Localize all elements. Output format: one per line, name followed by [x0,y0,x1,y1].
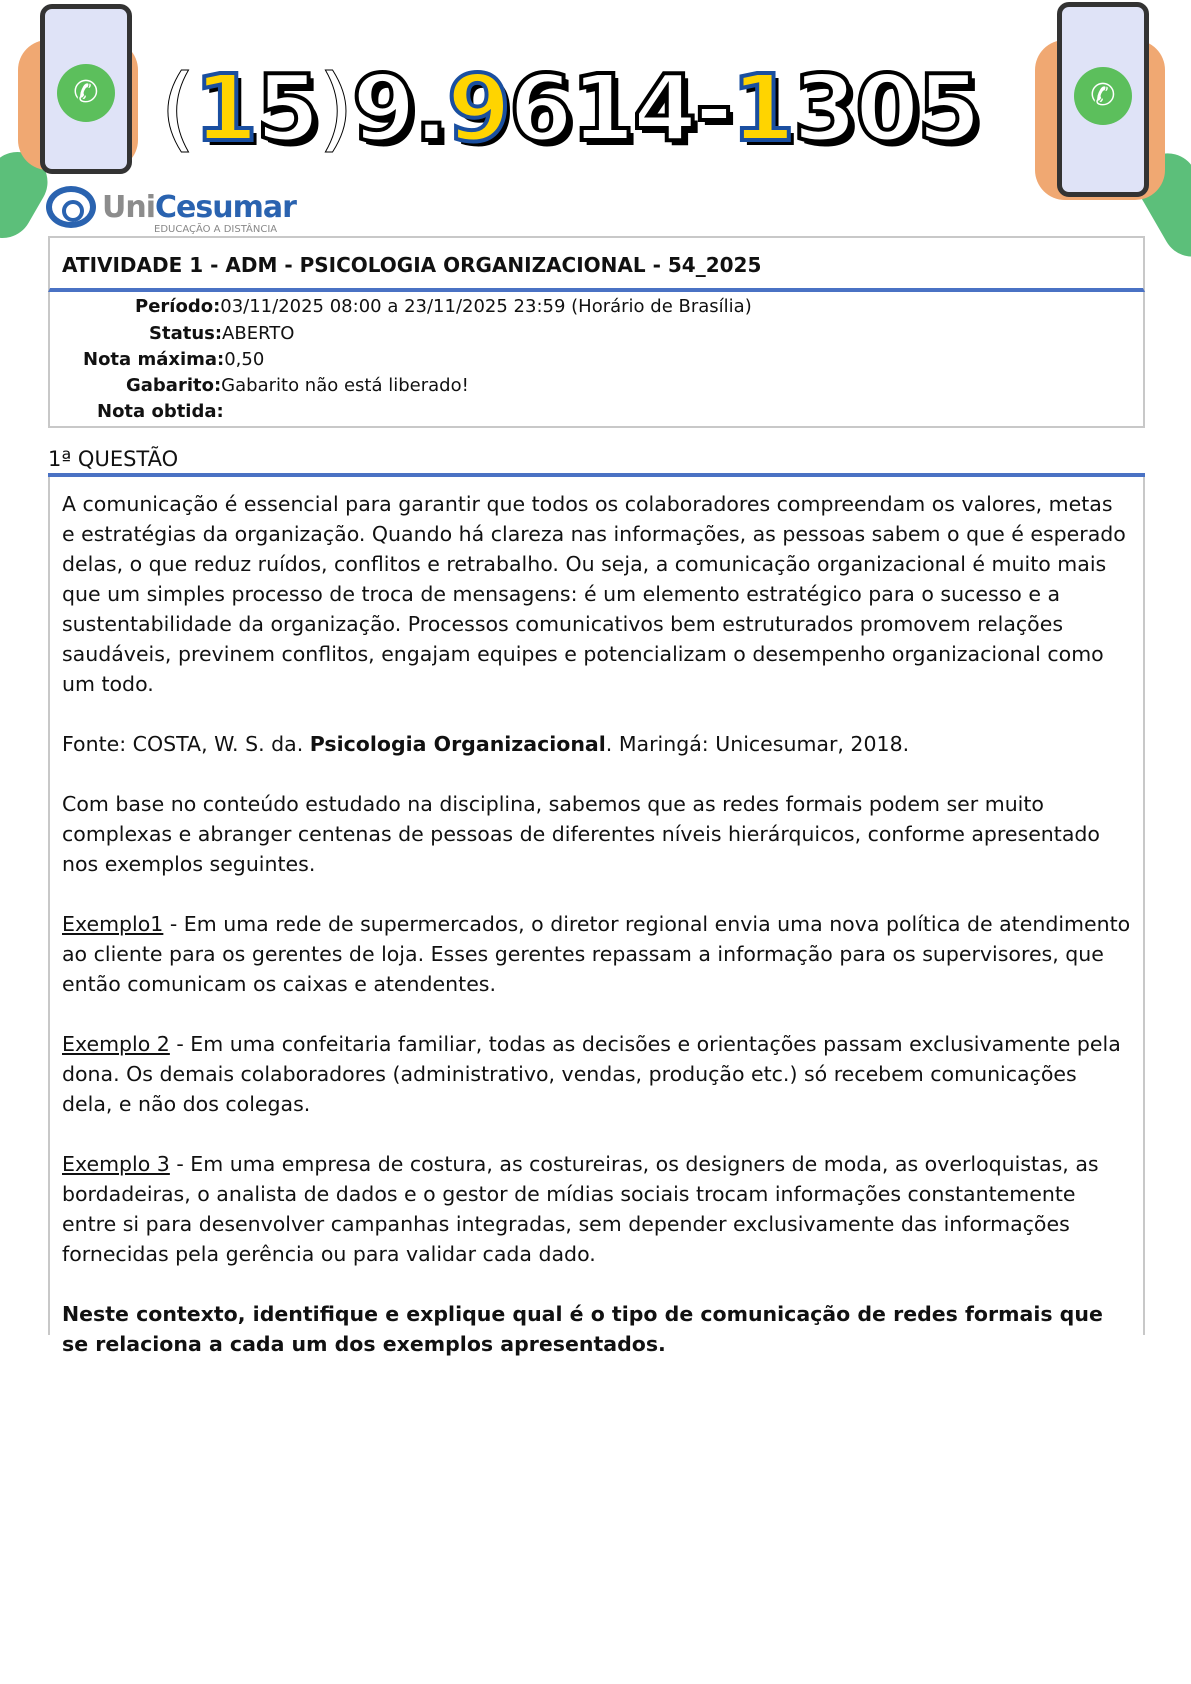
info-nota-obtida [97,401,224,422]
call-icon: ✆ [57,64,115,122]
phone-part: 5 [255,55,318,162]
phone-part: 1 [193,55,256,162]
info-label: Gabarito: [126,375,222,396]
activity-info-box [48,292,1145,428]
right-phone-icon [1057,2,1149,197]
phone-part: 9. [351,55,447,162]
call-icon: ✆ [1074,67,1132,125]
question-paragraph: Com base no conteúdo estudado na disciplina, sabemos que as redes formais podem ser muito complexas e abranger centenas de pessoas de diferentes níveis hierárquicos, conforme apresentado nos exemplos seguintes. [62,792,1100,876]
question-source [62,729,1131,759]
logo-name-a: Uni [102,189,156,225]
info-value: 0,50 [224,349,265,370]
source-title: Psicologia Organizacional [309,732,606,756]
phone-number-banner [160,55,979,162]
info-nota-maxima [83,349,264,370]
logo-name-b: Cesumar [155,189,296,225]
info-status [149,323,294,344]
phone-part: 305 [793,55,980,162]
example-text: - Em uma empresa de costura, as costureiras, os designers de moda, as overloquistas, as bordadeiras, o analista de dados e o gestor de mídias sociais trocam informações constantemente entre si para desenvolver campanhas integradas, sem depender exclusivamente das informações fornecidas pela gerência ou para validar cada dado. [62,1152,1099,1266]
info-value: Gabarito não está liberado! [221,375,469,396]
left-phone-icon [40,4,132,174]
question-prompt: Neste contexto, identifique e explique qual é o tipo de comunicação de redes formais que se relaciona a cada um dos exemplos apresentados. [62,1302,1103,1356]
logo-name [102,190,296,225]
example-label: Exemplo 2 [62,1032,170,1056]
example-text: - Em uma confeitaria familiar, todas as decisões e orientações passam exclusivamente pela dona. Os demais colaboradores (administrativo, vendas, produção etc.) só recebem comunicações dela, e não dos colegas. [62,1032,1121,1116]
source-text: Fonte: COSTA, W. S. da. [62,732,310,756]
info-periodo [135,296,752,317]
info-gabarito [126,375,469,396]
activity-title: ATIVIDADE 1 - ADM - PSICOLOGIA ORGANIZACIONAL - 54_2025 [62,253,762,277]
example-label: Exemplo 3 [62,1152,170,1176]
question-body [48,477,1145,1356]
info-label: Status: [149,323,223,344]
info-label: Nota obtida: [97,401,224,422]
phone-part: ( [160,55,194,162]
logo-mark-icon [46,186,96,228]
phone-part: 1 [731,55,794,162]
example-3 [62,1149,1131,1269]
unicesumar-logo [46,186,296,235]
source-text: . Maringá: Unicesumar, 2018. [605,732,910,756]
phone-part: 9 [446,55,509,162]
question-paragraph: A comunicação é essencial para garantir que todos os colaboradores compreendam os valores, metas e estratégias da organização. Quando há clareza nas informações, as pessoas sabem o que é esperado delas, o que reduz ruídos, conflitos e retrabalho. Ou seja, a comunicação organizacional é muito mais que um simples processo de troca de mensagens: é um elemento estratégico para o sucesso e a sustentabilidade da organização. Processos comunicativos bem estruturados promovem relações saudáveis, previnem conflitos, engajam equipes e potencializam o desempenho organizacional como um todo. [62,492,1126,696]
info-label: Nota máxima: [83,349,225,370]
example-1 [62,909,1131,999]
logo-subtitle: EDUCAÇÃO A DISTÂNCIA [154,224,278,235]
question-label: 1ª QUESTÃO [48,447,179,471]
example-2 [62,1029,1131,1119]
info-value: ABERTO [222,323,295,344]
phone-part: 614- [508,55,732,162]
info-label: Período: [135,296,221,317]
activity-title-box [48,236,1145,292]
info-value: 03/11/2025 08:00 a 23/11/2025 23:59 (Horário de Brasília) [220,296,752,317]
example-text: - Em uma rede de supermercados, o diretor regional envia uma nova política de atendimento ao cliente para os gerentes de loja. Esses gerentes repassam a informação para os supervisores, que então comunicam os caixas e atendentes. [62,912,1131,996]
phone-part: ) [317,55,352,162]
example-label: Exemplo1 [62,912,164,936]
